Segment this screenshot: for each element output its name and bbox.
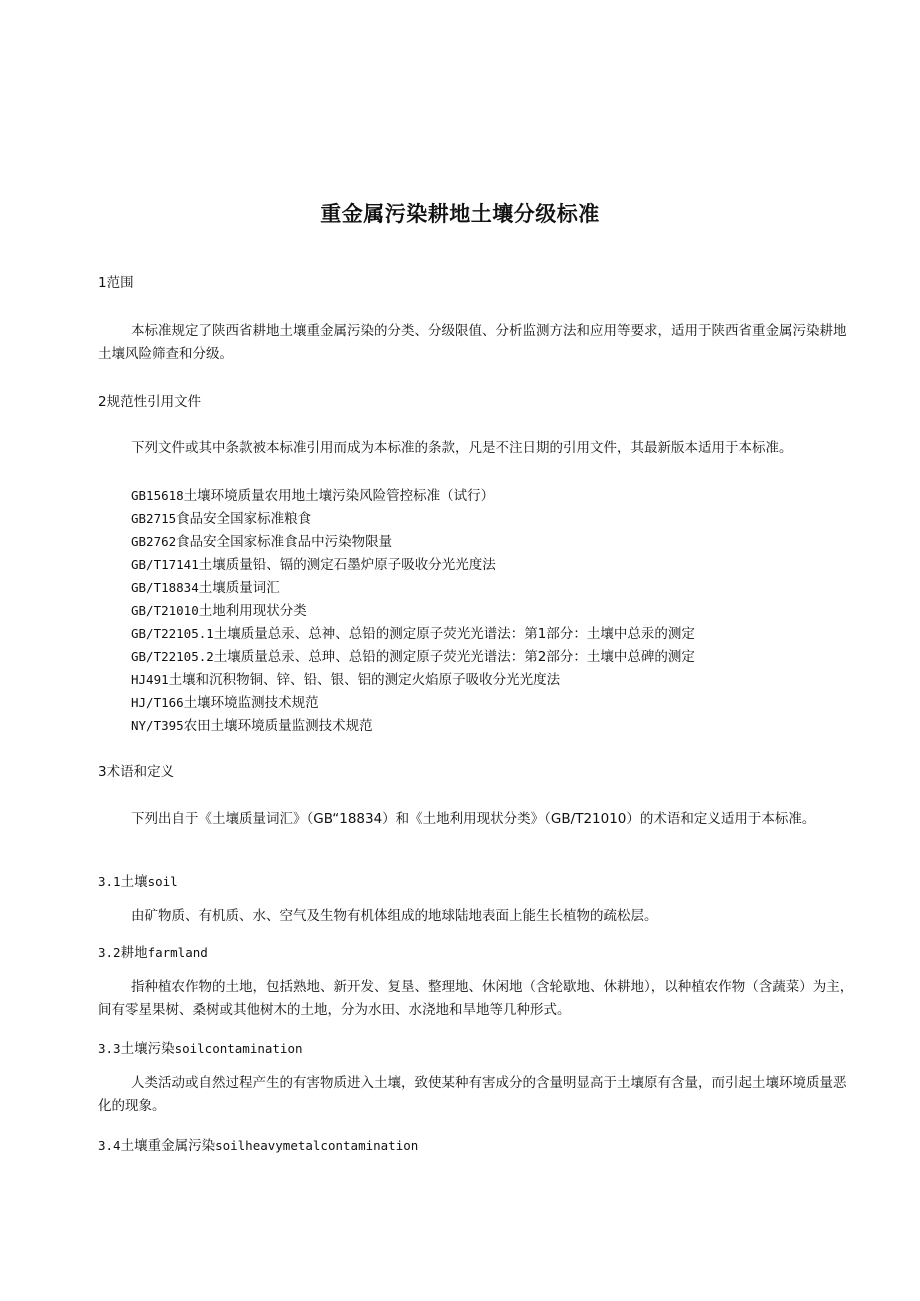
reference-title: 土壤环境监测技术规范 — [183, 695, 319, 711]
reference-item — [131, 693, 319, 713]
reference-item — [131, 578, 280, 598]
reference-title: 食品安全国家标准粮食 — [176, 511, 312, 527]
reference-item — [131, 486, 494, 506]
reference-code: NY/T395 — [131, 718, 184, 733]
reference-code: GB2762 — [131, 534, 177, 549]
reference-item — [131, 624, 695, 644]
reference-code: HJ491 — [131, 672, 169, 687]
reference-title: 土地利用现状分类 — [198, 603, 307, 619]
term-heading: 3.2耕地farmland — [98, 945, 208, 961]
reference-code: GB/T22105.2 — [131, 649, 214, 664]
section-heading-scope: 1范围 — [98, 275, 134, 291]
reference-code: GB/T21010 — [131, 603, 199, 618]
term-heading: 3.1土壤soil — [98, 874, 178, 890]
reference-title: 食品安全国家标准食品中污染物限量 — [176, 534, 393, 550]
paragraph-terms: 下列出自于《土壤质量词汇》（GB“18834）和《土地利用现状分类》（GB/T21010）的术语和定义适用于本标准。 — [131, 811, 816, 827]
reference-item — [131, 509, 311, 529]
term-heading: 3.4土壤重金属污染soilheavymetalcontamination — [98, 1138, 419, 1154]
reference-title: 土壤质量总汞、总神、总铅的测定原子荧光光谱法：第1部分：土壤中总汞的测定 — [213, 626, 695, 642]
paragraph-normative-references: 下列文件或其中条款被本标准引用而成为本标准的条款，凡是不注日期的引用文件，其最新版本适用于本标准。 — [131, 440, 793, 456]
reference-item — [131, 601, 307, 621]
section-heading-terms: 3术语和定义 — [98, 764, 175, 780]
reference-title: 土壤质量词汇 — [198, 580, 280, 596]
reference-item — [131, 532, 392, 552]
reference-title: 土壤环境质量农用地土壤污染风险管控标准（试行） — [183, 488, 495, 504]
paragraph-scope: 本标准规定了陕西省耕地土壤重金属污染的分类、分级限值、分析监测方法和应用等要求，适用于陕西省重金属污染耕地土壤风险筛查和分级。 — [98, 323, 847, 362]
section-heading-normative-references: 2规范性引用文件 — [98, 394, 202, 410]
term-definition: 人类活动或自然过程产生的有害物质进入土壤，致使某种有害成分的含量明显高于土壤原有含量，而引起土壤环境质量恶化的现象。 — [98, 1075, 847, 1114]
reference-title: 土壤质量总汞、总珅、总铅的测定原子荧光光谱法：第2部分：土壤中总碑的测定 — [213, 649, 695, 665]
reference-code: HJ/T166 — [131, 695, 184, 710]
reference-code: GB2715 — [131, 511, 177, 526]
term-definition: 由矿物质、有机质、水、空气及生物有机体组成的地球陆地表面上能生长植物的疏松层。 — [131, 908, 658, 924]
reference-code: GB/T17141 — [131, 557, 199, 572]
reference-item — [131, 647, 695, 667]
reference-code: GB15618 — [131, 488, 184, 503]
reference-item — [131, 670, 560, 690]
term-heading: 3.3土壤污染soilcontamination — [98, 1041, 303, 1057]
reference-code: GB/T22105.1 — [131, 626, 214, 641]
reference-item — [131, 555, 496, 575]
reference-title: 农田土壤环境质量监测技术规范 — [183, 718, 373, 734]
reference-item — [131, 716, 373, 736]
reference-title: 土壤质量铅、镉的测定石墨炉原子吸收分光光度法 — [198, 557, 496, 573]
reference-code: GB/T18834 — [131, 580, 199, 595]
document-title: 重金属污染耕地土壤分级标准 — [320, 202, 600, 226]
reference-title: 土壤和沉积物铜、锌、铅、银、铝的测定火焰原子吸收分光光度法 — [168, 672, 561, 688]
term-definition: 指种植农作物的土地，包括熟地、新开发、复垦、整理地、休闲地（含轮歇地、休耕地），以种植农作物（含蔬菜）为主，间有零星果树、桑树或其他树木的土地，分为水田、水浇地和旱地等几种形式。 — [98, 979, 854, 1018]
